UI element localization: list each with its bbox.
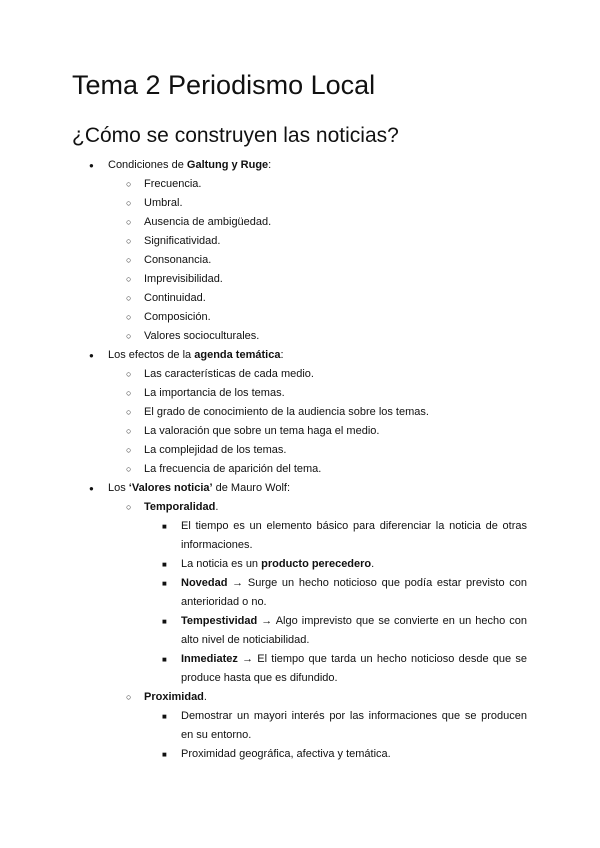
item-text: : [268, 159, 272, 171]
list-item: ○ Consonancia. [0, 251, 600, 270]
item-text: → Surge un hecho noticioso que podía estar previsto con anterioridad o no. [181, 577, 527, 608]
list-item-temporalidad [0, 498, 600, 688]
item-text: de Mauro Wolf: [212, 482, 291, 494]
sub-sub-list [0, 517, 600, 688]
sub-list [0, 365, 600, 479]
list-item-wolf [0, 479, 600, 764]
item-bold-text: producto perecedero [261, 558, 372, 570]
list-item: ○ La frecuencia de aparición del tema. [0, 460, 600, 479]
list-item: ○ Valores socioculturales. [0, 327, 600, 346]
list-item: ○ Frecuencia. [0, 175, 600, 194]
list-item: ○ Significatividad. [0, 232, 600, 251]
document-body [0, 156, 600, 764]
sub-sub-list [0, 707, 600, 764]
list-item [0, 650, 527, 688]
list-item [0, 612, 527, 650]
item-text: Condiciones de [108, 159, 187, 171]
item-text: Proximidad geográfica, afectiva y temática. [181, 748, 391, 760]
list-item: ○ Ausencia de ambigüedad. [0, 213, 600, 232]
list-item: ○ Composición. [0, 308, 600, 327]
list-item: ○ La complejidad de los temas. [0, 441, 600, 460]
list-item-galtung [0, 156, 600, 346]
list-item [0, 745, 527, 764]
item-bold-text: agenda temática [194, 349, 281, 361]
item-bold-text: Inmediatez [181, 653, 238, 665]
item-bold-text: Tempestividad [181, 615, 258, 627]
page-title: Tema 2 Periodismo Local [72, 70, 376, 100]
list-item [0, 555, 527, 574]
section-heading: ¿Cómo se construyen las noticias? [72, 124, 399, 147]
item-bold-text: Novedad [181, 577, 228, 589]
item-bold-text: Temporalidad [144, 501, 216, 513]
main-list [0, 156, 600, 764]
list-item: ○ Las características de cada medio. [0, 365, 600, 384]
item-text: Demostrar un mayori interés por las informaciones que se producen en su entorno. [181, 710, 527, 741]
item-bold-text: ‘Valores noticia’ [128, 482, 213, 494]
item-text: Los efectos de la [108, 349, 195, 361]
item-text: . [371, 558, 375, 570]
item-text: → El tiempo que tarda un hecho noticioso desde que se produce hasta que es difundido. [181, 653, 527, 684]
list-item [0, 707, 527, 745]
list-item-proximidad [0, 688, 600, 764]
list-item: ○ La importancia de los temas. [0, 384, 600, 403]
item-text: Los [108, 482, 129, 494]
item-text: . [215, 501, 219, 513]
item-text: El tiempo es un elemento básico para diferenciar la noticia de otras informaciones. [181, 520, 527, 551]
item-text: : [280, 349, 284, 361]
list-item: ○ El grado de conocimiento de la audiencia sobre los temas. [0, 403, 600, 422]
item-text: → Algo imprevisto que se convierte en un hecho con alto nivel de noticiabilidad. [181, 615, 527, 646]
item-text: . [203, 691, 207, 703]
sub-list [0, 498, 600, 764]
item-bold-text: Proximidad [144, 691, 204, 703]
list-item: ○ La valoración que sobre un tema haga el medio. [0, 422, 600, 441]
list-item: ○ Continuidad. [0, 289, 600, 308]
list-item [0, 574, 527, 612]
item-bold-text: Galtung y Ruge [186, 159, 269, 171]
list-item-agenda [0, 346, 600, 479]
list-item: ○ Imprevisibilidad. [0, 270, 600, 289]
item-text: La noticia es un [181, 558, 262, 570]
list-item [0, 517, 527, 555]
list-item: ○ Umbral. [0, 194, 600, 213]
sub-list [0, 175, 600, 346]
